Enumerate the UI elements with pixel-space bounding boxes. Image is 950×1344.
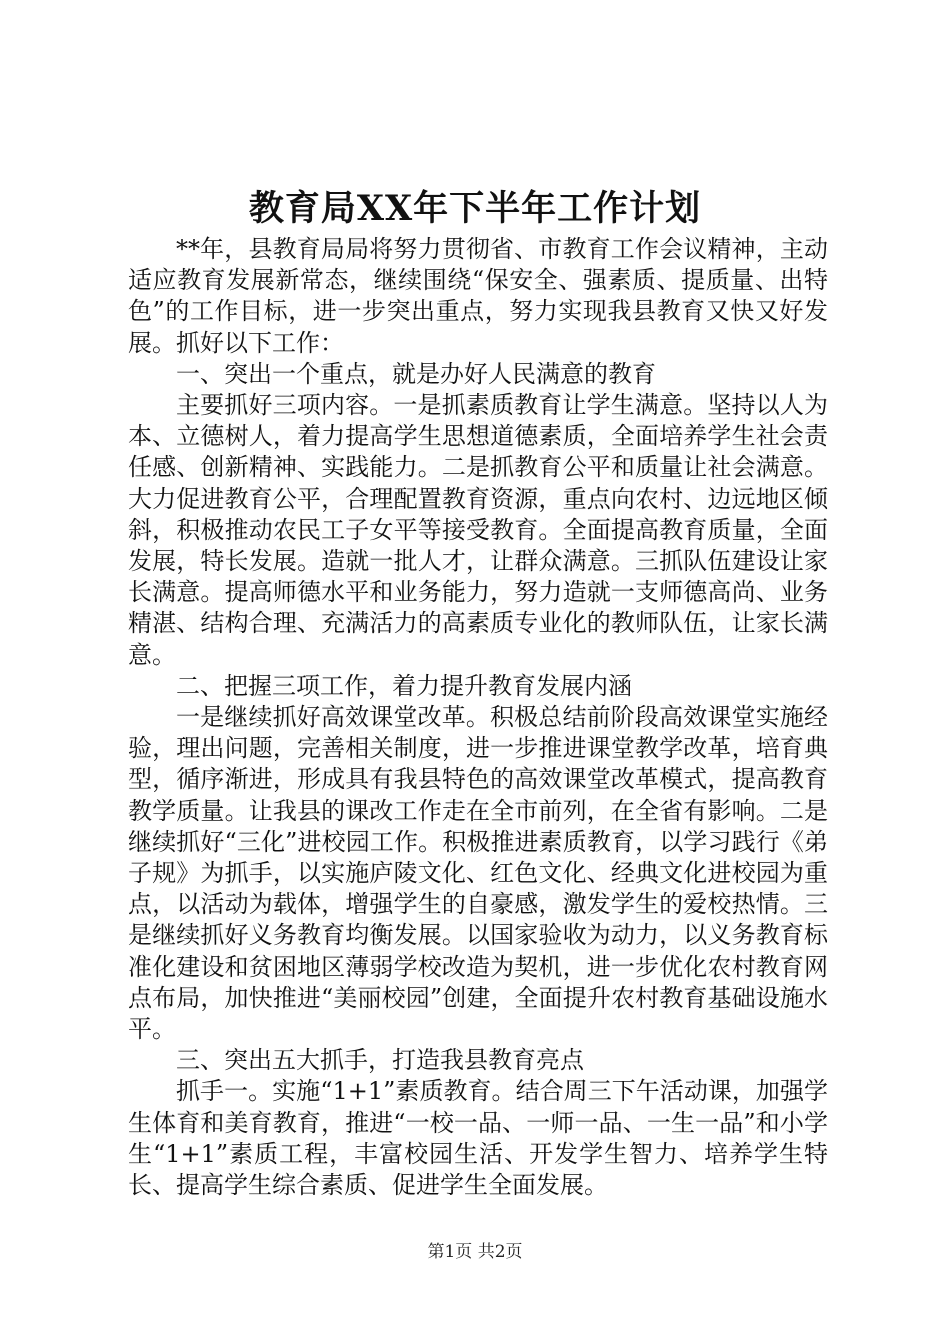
section-heading-1: 一、突出一个重点，就是办好人民满意的教育: [176, 359, 656, 388]
section-3-paragraph: 抓手一。实施“1+1”素质教育。结合周三下午活动课，加强学生体育和美育教育，推进“一校一品、一师一品、一生一品”和小学生“1+1”素质工程，丰富校园生活、开发学生智力、培养学生特长、提高学生综合素质、促进学生全面发展。: [128, 1077, 828, 1200]
section-1-paragraph: 主要抓好三项内容。一是抓素质教育让学生满意。坚持以人为本、立德树人，着力提高学生思想道德素质，全面培养学生社会责任感、创新精神、实践能力。二是抓教育公平和质量让社会满意。大力促进教育公平，合理配置教育资源，重点向农村、边远地区倾斜，积极推动农民工子女平等接受教育。全面提高教育质量，全面发展，特长发展。造就一批人才，让群众满意。三抓队伍建设让家长满意。提高师德水平和业务能力，努力造就一支师德高尚、业务精湛、结构合理、充满活力的高素质专业化的教师队伍，让家长满意。: [128, 391, 828, 669]
section-2-paragraph: 一是继续抓好高效课堂改革。积极总结前阶段高效课堂实施经验，理出问题，完善相关制度，进一步推进课堂教学改革，培育典型，循序渐进，形成具有我县特色的高效课堂改革模式，提高教育教学质量。让我县的课改工作走在全市前列，在全省有影响。二是继续抓好“三化”进校园工作。积极推进素质教育，以学习践行《弟子规》为抓手，以实施庐陵文化、红色文化、经典文化进校园为重点，以活动为载体，增强学生的自豪感，激发学生的爱校热情。三是继续抓好义务教育均衡发展。以国家验收为动力，以义务教育标准化建设和贫困地区薄弱学校改造为契机，进一步优化农村教育网点布局，加快推进“美丽校园”创建，全面提升农村教育基础设施水平。: [128, 703, 828, 1044]
intro-paragraph: **年，县教育局局将努力贯彻省、市教育工作会议精神，主动适应教育发展新常态，继续围绕“保安全、强素质、提质量、出特色”的工作目标，进一步突出重点，努力实现我县教育又快又好发展。抓好以下工作：: [128, 235, 828, 357]
document-title: 教育局XX年下半年工作计划: [248, 188, 702, 229]
section-heading-2: 二、把握三项工作，着力提升教育发展内涵: [176, 671, 632, 700]
document-body: [128, 234, 828, 1201]
section-heading-3: 三、突出五大抓手，打造我县教育亮点: [176, 1046, 584, 1075]
page-number-footer: 第1页 共2页: [427, 1242, 523, 1262]
